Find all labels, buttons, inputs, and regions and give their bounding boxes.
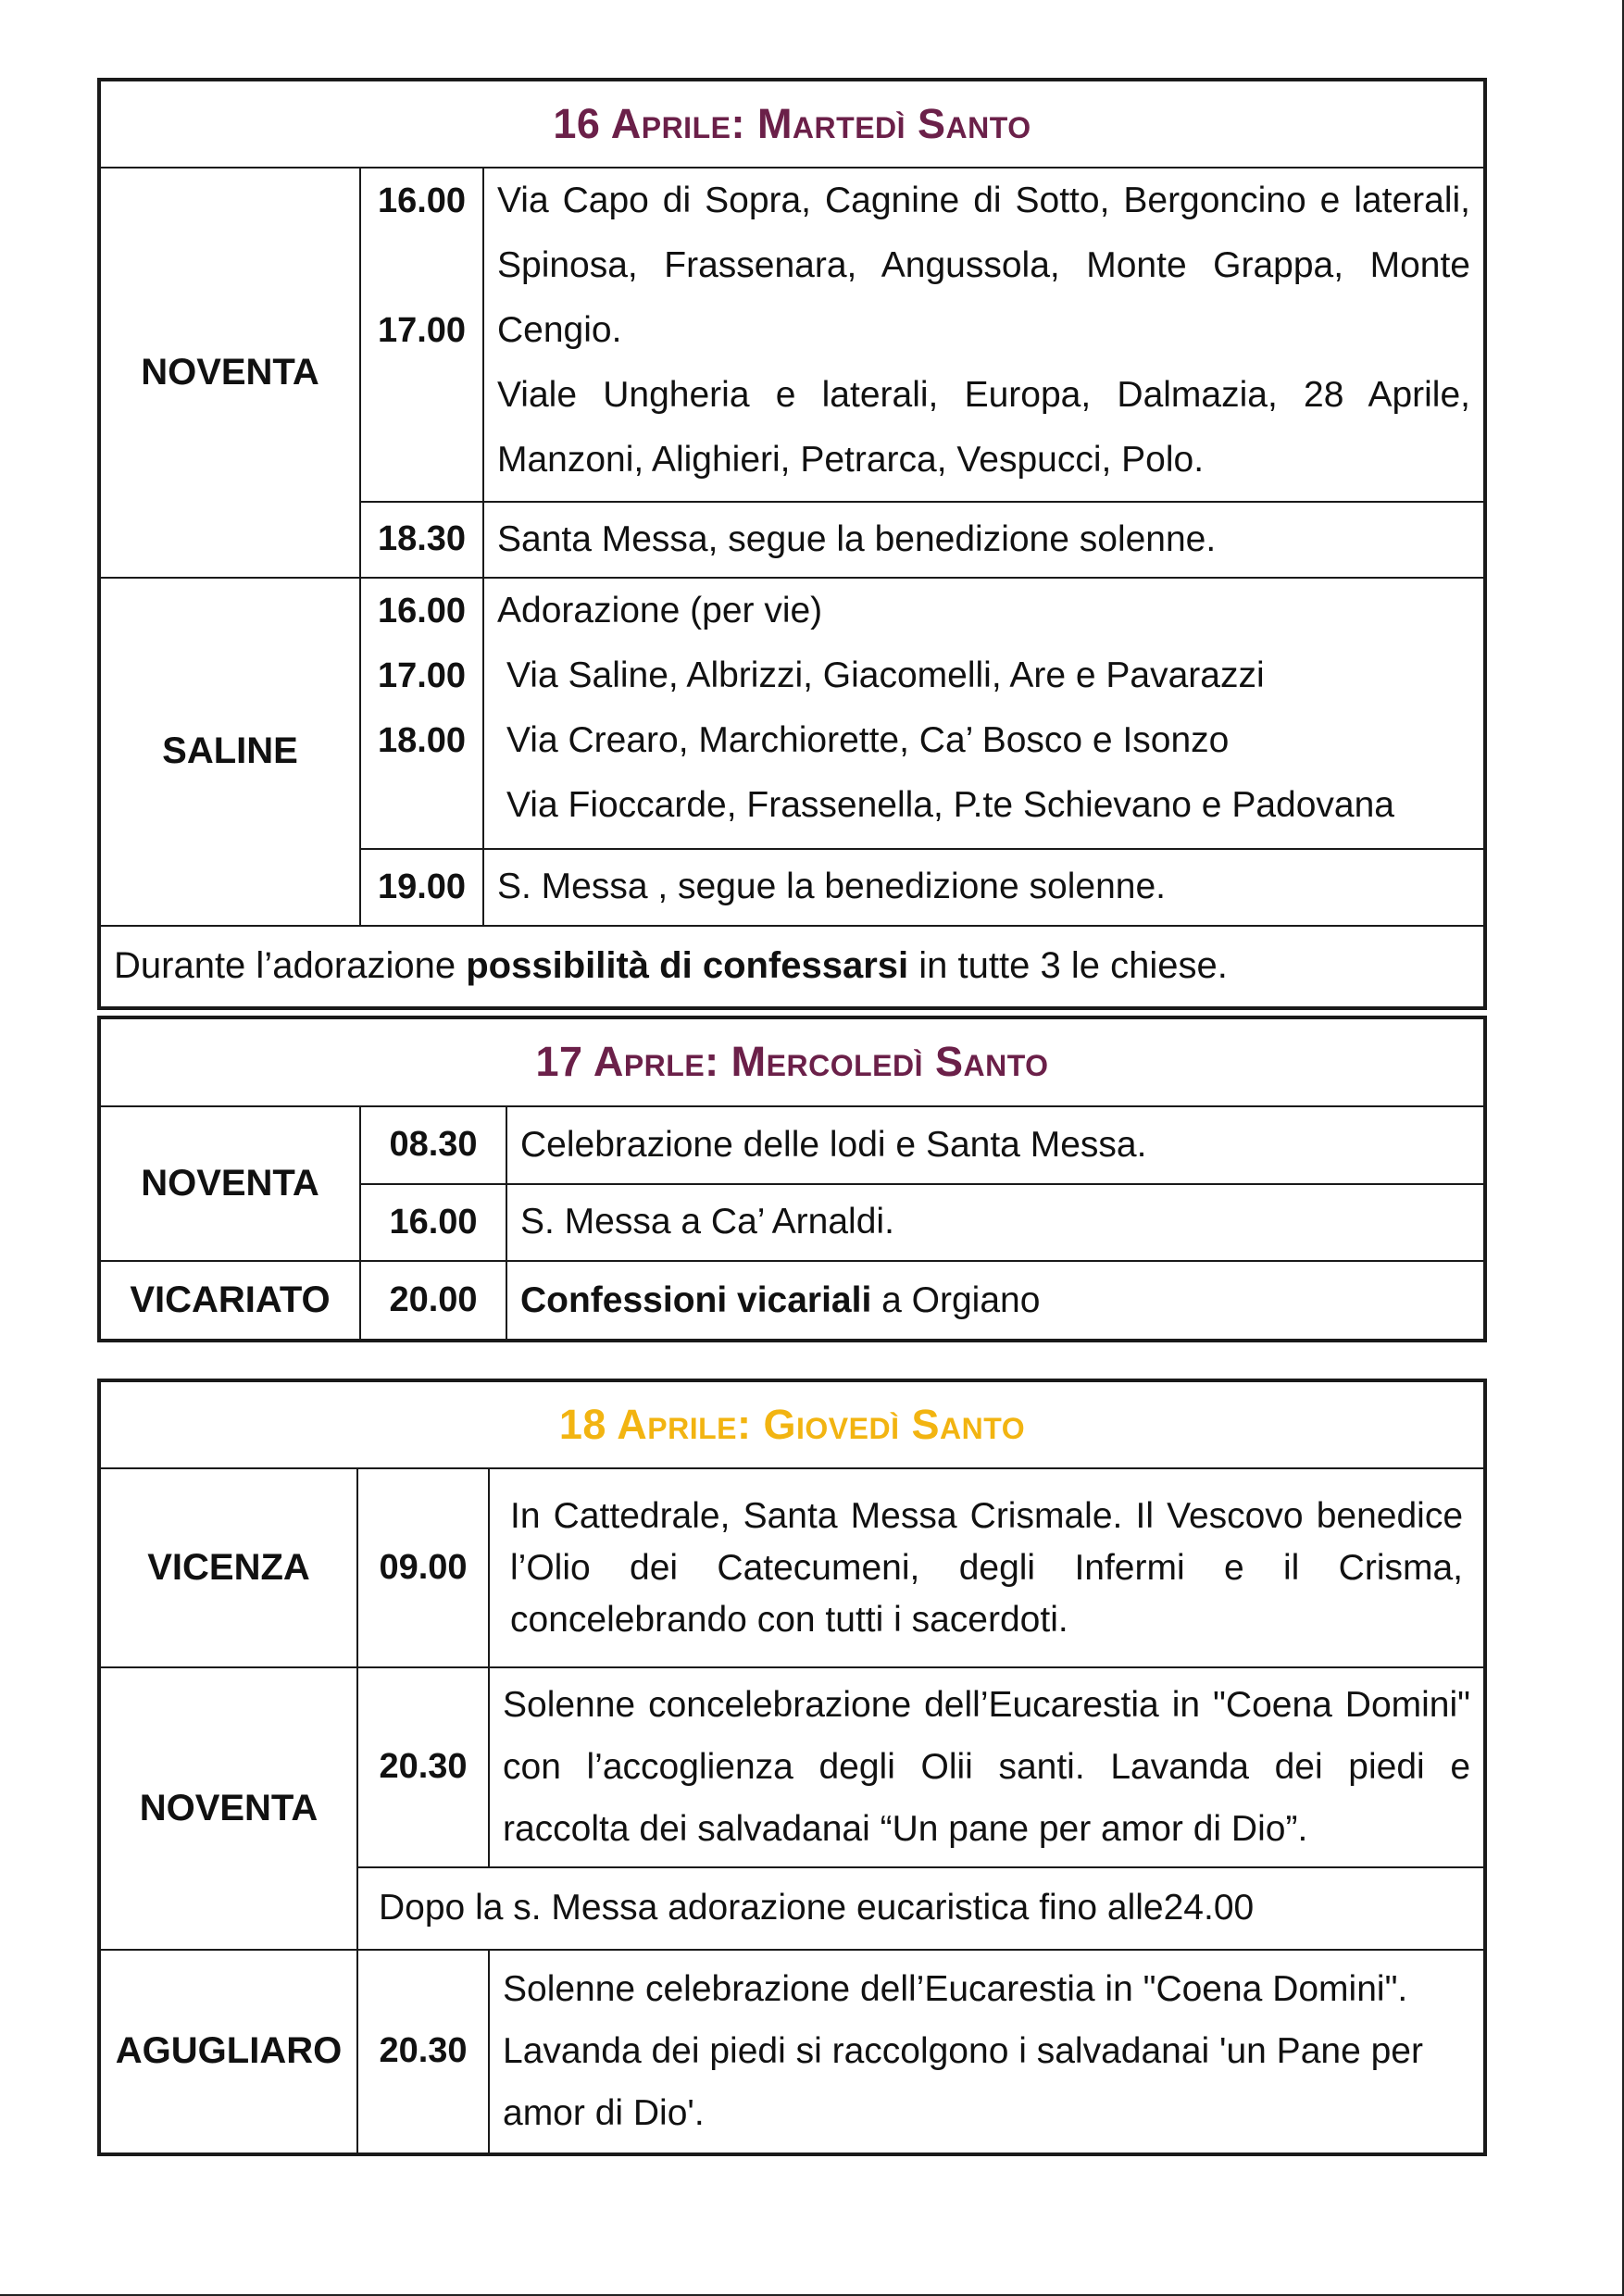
time-09-00: 09.00 <box>357 1468 489 1667</box>
note-bold: possibilità di confessarsi <box>466 945 909 987</box>
time-18-00: 18.00 <box>377 721 467 761</box>
mass-time: 18.30 <box>360 502 483 578</box>
schedule-17-aprile <box>99 1017 1485 1341</box>
spacer <box>361 233 482 298</box>
row-text: S. Messa a Ca’ Arnaldi. <box>506 1184 1484 1262</box>
mass-time: 19.00 <box>360 849 483 926</box>
saline-adoration <box>483 578 1484 849</box>
time-cell <box>360 578 483 849</box>
place-vicenza: VICENZA <box>100 1468 357 1667</box>
route-16: Via Capo di Sopra, Cagnine di Sotto, Bergoncino e laterali, Spinosa, Frassenara, Angussola, Monte Grappa, Monte Cengio. <box>497 181 1470 351</box>
adoration-row: Via Fioccarde, Frassenella, P.te Schievano e Padovana <box>506 785 1394 826</box>
noventa-adoration: Dopo la s. Messa adorazione eucaristica fino alle24.00 <box>357 1867 1484 1950</box>
time-16-00: 16.00 <box>377 181 467 221</box>
mass-text: Santa Messa, segue la benedizione solenne. <box>483 502 1484 578</box>
time-cell <box>360 168 483 502</box>
time-08-30: 08.30 <box>360 1106 506 1184</box>
time-20-30: 20.30 <box>357 1667 489 1866</box>
vicariato-rest: a Orgiano <box>871 1279 1041 1320</box>
schedule-18-aprile <box>99 1380 1485 2154</box>
adoration-header: Adorazione (per vie) <box>497 591 823 631</box>
vicariato-bold: Confessioni vicariali <box>520 1279 872 1320</box>
place-noventa: NOVENTA <box>100 1667 357 1949</box>
row-text: Celebrazione delle lodi e Santa Messa. <box>506 1106 1484 1184</box>
time-17-00: 17.00 <box>377 656 467 696</box>
vicenza-text: In Cattedrale, Santa Messa Crismale. Il Vescovo benedice l’Olio dei Catecumeni, degli Infermi e il Crisma, concelebrando con tutti i sacerdoti. <box>489 1468 1484 1667</box>
time-20-00: 20.00 <box>360 1261 506 1340</box>
note-post: in tutte 3 le chiese. <box>908 945 1228 987</box>
mass-text: S. Messa , segue la benedizione solenne. <box>483 849 1484 926</box>
adoration-row: Via Crearo, Marchiorette, Ca’ Bosco e Isonzo <box>506 720 1230 761</box>
confession-note <box>100 926 1484 1007</box>
place-agugliaro: AGUGLIARO <box>100 1950 357 2153</box>
time-20-30: 20.30 <box>357 1950 489 2153</box>
section-title: 16 Aprile: Martedì Santo <box>100 81 1484 168</box>
place-noventa: NOVENTA <box>100 168 360 578</box>
agugliaro-text: Solenne celebrazione dell’Eucarestia in "Coena Domini". Lavanda dei piedi si raccolgono i salvadanai 'un Pane per amor di Dio'. <box>489 1950 1484 2153</box>
noventa-text: Solenne concelebrazione dell’Eucarestia in "Coena Domini" con l’accoglienza degli Olii santi. Lavanda dei piedi e raccolta dei salvadanai “Un pane per amor di Dio”. <box>489 1667 1484 1866</box>
time-16-00: 16.00 <box>360 1184 506 1262</box>
place-noventa: NOVENTA <box>100 1106 360 1261</box>
note-pre: Durante l’adorazione <box>114 945 467 987</box>
vicariato-text <box>506 1261 1484 1340</box>
section-title: 17 Aprle: Mercoledì Santo <box>100 1018 1484 1106</box>
place-saline: SALINE <box>100 578 360 926</box>
route-17: Viale Ungheria e laterali, Europa, Dalmazia, 28 Aprile, Manzoni, Alighieri, Petrarca, Vespucci, Polo. <box>497 375 1470 480</box>
schedule-16-aprile <box>99 80 1485 1008</box>
adoration-row: Via Saline, Albrizzi, Giacomelli, Are e Pavarazzi <box>506 655 1265 696</box>
place-vicariato: VICARIATO <box>100 1261 360 1340</box>
time-16-00: 16.00 <box>377 592 467 631</box>
noventa-routes <box>483 168 1484 502</box>
time-17-00: 17.00 <box>377 311 467 351</box>
section-title: 18 Aprile: Giovedì Santo <box>100 1381 1484 1468</box>
